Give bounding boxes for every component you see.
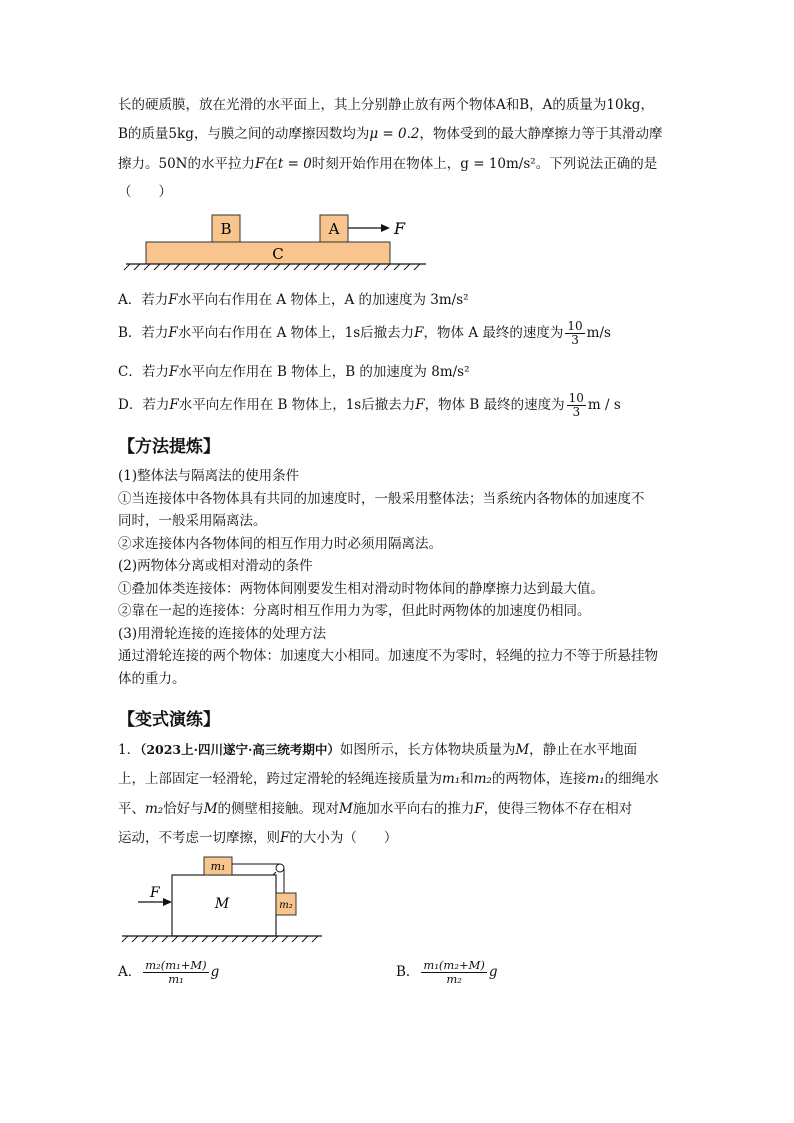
text: 的大小为（ ）: [289, 830, 398, 846]
text: 的细绳水: [604, 771, 659, 787]
option2-b[interactable]: [396, 954, 498, 990]
gravity-symbol: g: [488, 964, 498, 980]
option2-b-label: B．: [396, 964, 420, 980]
method-body: [118, 465, 688, 690]
force-symbol: F: [255, 156, 265, 172]
problem-line-1: [118, 93, 654, 113]
option-a[interactable]: [118, 288, 469, 308]
question-line-4: [118, 826, 397, 846]
symbol: m₁: [442, 771, 461, 787]
numerator: 10: [568, 391, 584, 405]
text: 时刻开始作用在物体上，: [311, 156, 461, 172]
option-d-text: ，物体 B 最终的速度为: [424, 397, 565, 413]
method-heading: 【方法提炼】: [118, 437, 220, 457]
force-symbol: F: [168, 325, 178, 341]
block-b-label: B: [220, 220, 232, 238]
mass-a: 10kg: [606, 97, 641, 113]
option-b-text: ，物体 A 最终的速度为: [423, 325, 564, 341]
text: ，使得三物体不存在相对: [483, 801, 633, 817]
question-number: 1．: [118, 742, 141, 758]
numerator: m₂(m₁+M): [145, 958, 207, 972]
text: ，物体受到的最大静摩擦力等于其滑动摩: [419, 126, 663, 142]
force-value: 50N: [158, 156, 188, 172]
force-label: F: [394, 219, 406, 238]
symbol: m₁: [586, 771, 605, 787]
denominator: m₁: [168, 972, 184, 986]
unit: m / s: [587, 397, 621, 413]
method-line: 体的重力。: [118, 670, 186, 687]
numerator: m₁(m₂+M): [423, 958, 485, 972]
problem-answer-blank: （ ）: [118, 184, 172, 200]
force-symbol: F: [414, 325, 424, 341]
force-symbol: F: [168, 364, 179, 380]
option-c-text: 水平向左作用在 B 物体上，B 的加速度为 8m/s²: [178, 364, 470, 380]
block-m-label: M: [214, 896, 230, 912]
denominator: 3: [572, 405, 581, 419]
text: 的侧壁相接触。现对: [217, 801, 340, 817]
symbol: m₂: [145, 801, 164, 817]
text: 和: [460, 771, 474, 787]
option-d-label: D．若力: [118, 397, 170, 413]
problem-line-3: [118, 152, 657, 172]
ground-hatch: [122, 936, 318, 942]
gravity-value: g = 10m/s²: [460, 156, 536, 172]
push-arrowhead: [163, 898, 172, 906]
practice-heading: 【变式演练】: [118, 710, 220, 730]
denominator: 3: [571, 333, 579, 347]
gravity-symbol: g: [210, 964, 220, 980]
method-line: 通过滑轮连接的两个物体：加速度大小相同。加速度不为零时，轻绳的拉力不等于所悬挂物: [118, 648, 658, 664]
method-line: (3)用滑轮连接的连接体的处理方法: [118, 625, 327, 642]
ground-hatch: [124, 264, 420, 270]
text: 上，上部固定一轻滑轮，跨过定滑轮的轻绳连接质量为: [118, 771, 442, 787]
push-force-label: F: [150, 885, 160, 901]
method-line: ②靠在一起的连接体：分离时相互作用力为零，但此时两物体的加速度仍相同。: [118, 603, 591, 619]
text: ，与膜之间的动摩擦因数均为: [193, 126, 370, 142]
option-c[interactable]: [118, 360, 470, 380]
force-symbol: F: [169, 397, 179, 413]
option2-a-label: A．: [118, 964, 142, 980]
question-line-3: [118, 797, 632, 817]
option-c-label: C．若力: [118, 364, 169, 380]
option-b-text: 水平向右作用在 A 物体上，1s后撤去力: [177, 325, 415, 341]
text: 运动，不考虑一切摩擦，则: [118, 830, 280, 846]
text: 长的硬质膜，放在光滑的水平面上，其上分别静止放有两个物体A和B，A的质量为: [118, 97, 607, 113]
block-a-label: A: [328, 220, 340, 238]
friction-coefficient: μ = 0.2: [369, 126, 420, 142]
figure-pulley-system: [118, 850, 328, 945]
block-m2-label: m₂: [279, 900, 293, 911]
fraction: [143, 959, 208, 986]
question-line-2: [118, 767, 659, 787]
text: 的水平拉力: [187, 156, 255, 172]
method-line: 同时，一般采用隔离法。: [118, 513, 267, 529]
method-line: (2)两物体分离或相对滑动的条件: [118, 558, 313, 574]
force-symbol: F: [415, 397, 425, 413]
option-a-label: A．若力: [118, 292, 169, 308]
symbol: m₂: [473, 771, 492, 787]
method-line: (1)整体法与隔离法的使用条件: [118, 468, 300, 484]
symbol: M: [203, 801, 218, 817]
fraction: [567, 392, 586, 419]
symbol: F: [280, 830, 290, 846]
mass-b: 5kg: [168, 126, 194, 142]
text: ，: [640, 97, 654, 113]
fraction: [421, 959, 486, 986]
symbol: F: [474, 801, 484, 817]
method-line: ①当连接体中各物体具有共同的加速度时，一般采用整体法；当系统内各物体的加速度不: [118, 490, 645, 507]
force-symbol: F: [168, 292, 178, 308]
text: B的质量: [118, 126, 169, 142]
option-b-label: B．若力: [118, 325, 169, 341]
text: 的两物体，连接: [491, 771, 587, 787]
option-d-text: 水平向左作用在 B 物体上，1s后撤去力: [178, 397, 416, 413]
text: 平、: [118, 801, 145, 817]
option-a-text: 水平向右作用在 A 物体上，A 的加速度为 3m/s²: [177, 292, 469, 308]
option2-a[interactable]: [118, 954, 219, 990]
text: 如图所示，长方体物块质量为: [339, 742, 516, 758]
option-d[interactable]: [118, 390, 621, 420]
force-arrowhead: [381, 224, 390, 232]
text: ，静止在水平地面: [529, 742, 638, 758]
pulley: [276, 864, 284, 872]
symbol: M: [515, 742, 530, 758]
numerator: 10: [567, 319, 583, 333]
block-m1-label: m₁: [210, 860, 226, 873]
unit: m/s: [586, 325, 611, 341]
text: 在: [264, 156, 278, 172]
text: 。下列说法正确的是: [535, 156, 658, 172]
method-line: ②求连接体内各物体间的相互作用力时必须用隔离法。: [118, 535, 442, 552]
question-line-1: [118, 738, 637, 758]
denominator: m₂: [446, 972, 462, 986]
fraction: [565, 320, 584, 347]
symbol: M: [339, 801, 353, 817]
problem-line-2: [118, 122, 662, 142]
plate-c-label: C: [272, 245, 284, 263]
plate-c: [146, 242, 390, 264]
figure-blocks-on-plate: [118, 210, 438, 272]
text: 施加水平向右的推力: [352, 801, 475, 817]
question-source: （2023上·四川遂宁·高三统考期中）: [140, 742, 340, 757]
text: 擦力。: [118, 156, 159, 172]
time-zero: t = 0: [277, 156, 312, 172]
text: 恰好与: [163, 801, 204, 817]
method-line: ①叠加体类连接体：两物体间刚要发生相对滑动时物体间的静摩擦力达到最大值。: [118, 580, 604, 597]
option-b[interactable]: [118, 318, 611, 348]
